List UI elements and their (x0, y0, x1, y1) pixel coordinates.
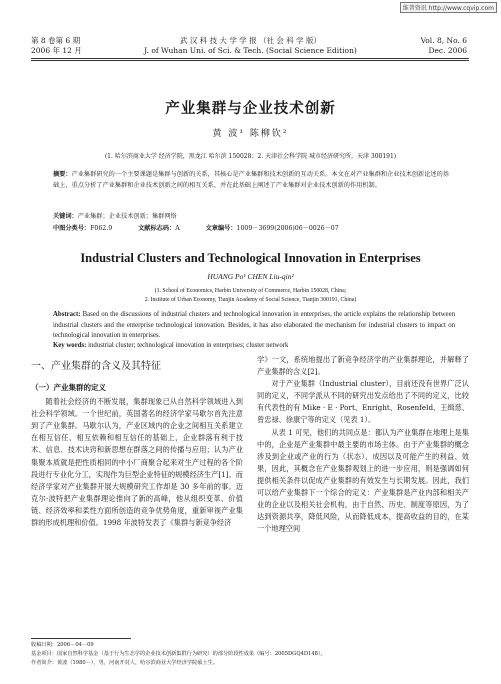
abstract-en (53, 310, 455, 342)
journal-name-cn: 武 汉 科 技 大 学 学 报 （社 会 科 学 版） (179, 36, 322, 45)
classification-line (53, 224, 453, 235)
volume-issue-en: Vol. 8, No. 6 (420, 36, 467, 45)
header-rule-thin (31, 60, 469, 61)
footnote-author: 作者简介：黄波（1980－），男，河南开封人，哈尔滨商业大学经济学院硕士生。 (31, 660, 218, 666)
keywords-cn-text: 产业集群；企业技术创新；集群网络 (77, 213, 177, 220)
clc-value: F062.9 (90, 225, 113, 232)
body-paragraph: 对于产业集群（Industrial cluster），目前还没有世界广泛认同的定义，不同学派从不同的研究出发点给出了不同的定义，比较有代表性的有 Mike · E · Port、Enright、Rosenfeld、王缉慈、曾忠禄、徐康宁等的定义（见表 1）。 (257, 379, 469, 425)
abstract-cn-label: 摘要： (53, 171, 72, 178)
article-no-value: 1009－3699(2006)06－0026－07 (236, 225, 339, 232)
abstract-en-text: Based on the discussions of industrial clusters and technological innovation in enterprises, the article explains the relationship between industrial clusters and the enterprise technological innovation. Besides, it has also elaborated the mechanism for industrial clusters to impact on technological innovation in enterprises. (53, 311, 455, 339)
body-paragraph-continued: 学》一文，系统地提出了新竞争经济学的产业集群理论，并解释了产业集群的含义[2]。 (257, 355, 469, 377)
paper-title-en: Industrial Clusters and Technological Innovation in Enterprises (80, 251, 421, 265)
article-no-label: 文章编号： (205, 225, 237, 232)
abstract-en-label: Abstract: (53, 311, 81, 318)
authors-en: HUANG Po¹ CHEN Liu-qin² (207, 272, 294, 281)
footnote-rule (31, 638, 131, 639)
abstract-cn (53, 170, 453, 191)
footnote-fund: 基金项目：国家自然科学基金（基于行为生态学的企业技术创新集群行为研究）的部分阶段性成果（编号：2005DGQ4D148）。 (31, 651, 326, 657)
body-column-left (31, 360, 243, 529)
issue-date: 2006 年 12 月 (31, 46, 82, 55)
journal-issue-info-en (421, 36, 467, 56)
keywords-cn (53, 212, 453, 223)
body-paragraph: 随着社会经济的不断发展，集群现象已从自然科学领域进入到社会科学领域。一个世纪前，英国著名的经济学家马歇尔首先注意到了产业集群。马歇尔认为，产业区域内的企业之间相互关系建立在相互信任、相互依赖和相互信任的基础上，企业群落有利于技术、信息、技术诀窍和新思想在群落之间的传播与应用；认为产业集聚本质就是把性质相同的中小厂商聚合起来对生产过程的各个阶段进行专业化分工，实现作为巨型企业特征的规模经济生产[1]。而经济学家对产业集群开展大规模研究工作却是 30 多年前的事。迈克尔·波特把产业集群理论推向了新的高峰，他从组织变革、价值链、经济效率和柔性方面所创造的竞争优势角度，重新审视产业集群的形成机理和价值。1998 年波特发表了《集群与新竞争经济 (31, 397, 243, 528)
issue-date-en: Dec. 2006 (428, 46, 467, 55)
body-paragraph: 从表 1 可见，他们的共同点是：都认为产业集群在地理上是集中的，企业是产业集群中最主要的市场主体。由于产业集群的概念涉及到企业或产业的行为（状态）、成因以及可能产生的利益、效果，因此，其概念在产业集群观划上的进一步应用，则是强调如何提供相关条件以促成产业集群的有效发生与长期发展。因此，我们可以给产业集群下一个综合的定义：产业集群是产业内部和相关产业的企业以及相关社会机构，由于自然、历史、制度等原因，为了达到资源共享，降低风险，从而降低成本，提高收益的目的，在某一个地理空间 (257, 427, 469, 534)
abstract-cn-text: 产业集群研究的一个主要课题是集群与创新的关系，其核心是产业集群和技术创新的互动关系。本文在对产业集群和企业技术创新论述的基础上，重点分析了产业集群和企业技术创新之间的相互关系，并在此基础上阐述了产业集群对企业技术创新的作用机制。 (53, 171, 449, 189)
keywords-en-label: Key words: (53, 342, 87, 349)
watermark-stamp: 维普资讯 http://www.cqvip.com (400, 2, 497, 13)
paper-title-cn: 产业集群与企业技术创新 (165, 101, 336, 117)
keywords-cn-label: 关键词： (53, 213, 78, 220)
keywords-en (53, 341, 455, 352)
affiliation-cn: (1. 哈尔滨商业大学 经济学院，黑龙江 哈尔滨 150028；2. 天津社会科学院 城市经济研究所，天津 300191) (104, 153, 397, 160)
clc-label: 中图分类号： (53, 225, 91, 232)
doc-code-label: 文献标志码： (138, 225, 176, 232)
body-column-right (257, 354, 469, 535)
doc-code-value: A (175, 225, 180, 232)
keywords-en-text: industrial cluster; technological innovation in enterprises; cluster network (86, 342, 289, 349)
section-heading: 一、产业集群的含义及其特征 (31, 361, 161, 372)
header-rule (31, 58, 469, 59)
journal-name-en: J. of Wuhan Uni. of Sci. & Tech. (Social Science Edition) (144, 46, 357, 55)
volume-issue: 第 8 卷第 6 期 (31, 36, 81, 45)
subsection-heading: （一）产业集群的定义 (31, 383, 106, 392)
affiliation-en-1: (1. School of Economics, Harbin University of Commerce, Harbin 150028, China; (154, 288, 347, 294)
affiliation-en-2: 2. Institute of Urban Economy, Tianjin Academy of Social Science, Tianjin 300191, China) (144, 297, 357, 303)
footnote-received: 收稿日期：2006－04－09 (31, 642, 94, 648)
authors-cn: 黄 波¹ 陈柳钦² (212, 129, 289, 139)
